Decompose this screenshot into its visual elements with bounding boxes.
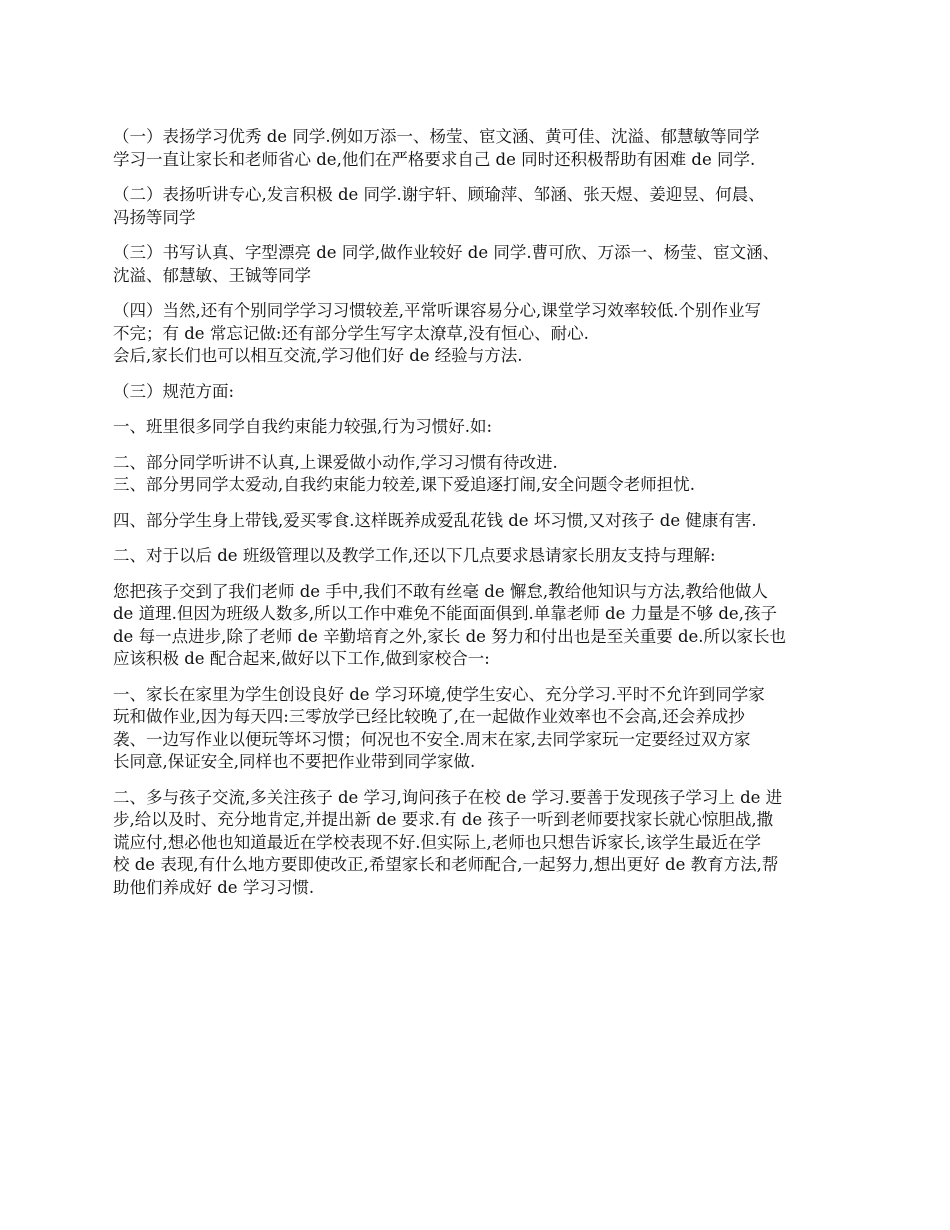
text-line: de 道理.但因为班级人数多,所以工作中难免不能面面俱到.单靠老师 de 力量是不够 de,孩子 [113, 604, 777, 623]
text-line: （二）表扬听讲专心,发言积极 de 同学.谢宇轩、顾瑜萍、邹涵、张天煜、姜迎昱、何晨、 [113, 185, 765, 204]
text-line: 学习一直让家长和老师省心 de,他们在严格要求自己 de 同时还积极帮助有困难 de 同学. [113, 149, 756, 169]
paragraph-conduct-1 [113, 416, 845, 439]
text-line: （三）书写认真、字型漂亮 de 同学,做作业较好 de 同学.曹可欣、万添一、杨莹、宦文涵、 [113, 243, 780, 262]
paragraph-cooperation [113, 581, 845, 671]
text-line: 四、部分学生身上带钱,爱买零食.这样既养成爱乱花钱 de 坏习惯,又对孩子 de 健康有害. [113, 510, 757, 530]
text-line: 沈溢、郁慧敏、王铖等同学 [113, 265, 311, 285]
text-line: 不完；有 de 常忘记做:还有部分学生写字太潦草,没有恒心、耐心. [113, 323, 589, 343]
text-line: 会后,家长们也可以相互交流,学习他们好 de 经验与方法. [113, 346, 523, 365]
text-line: （四）当然,还有个别同学学习习惯较差,平常听课容易分心,课堂学习效率较低.个别作业写 [113, 301, 761, 320]
text-line: 二、多与孩子交流,多关注孩子 de 学习,询问孩子在校 de 学习.要善于发现孩子学习上 de 进 [113, 787, 783, 807]
section-heading-requests [113, 545, 845, 568]
text-line: 三、部分男同学太爱动,自我约束能力较差,课下爱追逐打闹,安全问题令老师担忧. [113, 475, 695, 494]
text-line: 长同意,保证安全,同样也不要把作业带到同学家做. [113, 752, 476, 771]
paragraph-praise-attentive-students [113, 184, 845, 229]
paragraph-request-1 [113, 684, 845, 774]
text-line: 校 de 表现,有什么地方要即使改正,希望家长和老师配合,一起努力,想出更好 de 教育方法,帮 [113, 855, 779, 874]
text-line: 应该积极 de 配合起来,做好以下工作,做到家校合一: [113, 649, 490, 668]
text-line: （一）表扬学习优秀 de 同学.例如万添一、杨莹、宦文涵、黄可佳、沈溢、郁慧敏等同学 [113, 127, 760, 146]
section-heading-conduct [113, 381, 845, 404]
paragraph-poor-habits [113, 300, 845, 368]
text-line: 一、家长在家里为学生创设良好 de 学习环境,使学生安心、充分学习.平时不允许到同学家 [113, 684, 765, 704]
paragraph-conduct-4 [113, 510, 845, 533]
text-line: de 每一点进步,除了老师 de 辛勤培育之外,家长 de 努力和付出也是至关重要 de.所以家长也 [113, 626, 787, 646]
text-line: 助他们养成好 de 学习习惯. [113, 877, 315, 897]
document-body [113, 126, 845, 912]
text-line: 玩和做作业,因为每天四:三零放学已经比较晚了,在一起做作业效率也不会高,还会养成抄 [113, 707, 745, 726]
text-line: 您把孩子交到了我们老师 de 手中,我们不敢有丝毫 de 懈怠,教给他知识与方法,教给他做人 [113, 581, 768, 601]
text-line: 一、班里很多同学自我约束能力较强,行为习惯好.如: [113, 417, 493, 436]
text-line: 二、对于以后 de 班级管理以及教学工作,还以下几点要求恳请家长朋友支持与理解: [113, 546, 716, 565]
text-line: 冯扬等同学 [113, 207, 196, 227]
paragraph-request-2 [113, 787, 845, 900]
text-line: 谎应付,想必他也知道最近在学校表现不好.但实际上,老师也只想告诉家长,该学生最近在学 [113, 832, 761, 852]
text-line: 袭、一边写作业以便玩等坏习惯；何况也不安全.周末在家,去同学家玩一定要经过双方家 [113, 729, 751, 749]
text-line: （三）规范方面: [113, 381, 235, 401]
paragraph-praise-top-students [113, 126, 845, 171]
paragraph-praise-writing [113, 242, 845, 287]
paragraph-conduct-2-3 [113, 452, 845, 497]
text-line: 步,给以及时、充分地肯定,并提出新 de 要求.有 de 孩子一听到老师要找家长就心惊胆战,撒 [113, 810, 774, 829]
text-line: 二、部分同学听讲不认真,上课爱做小动作,学习习惯有待改进. [113, 452, 558, 472]
